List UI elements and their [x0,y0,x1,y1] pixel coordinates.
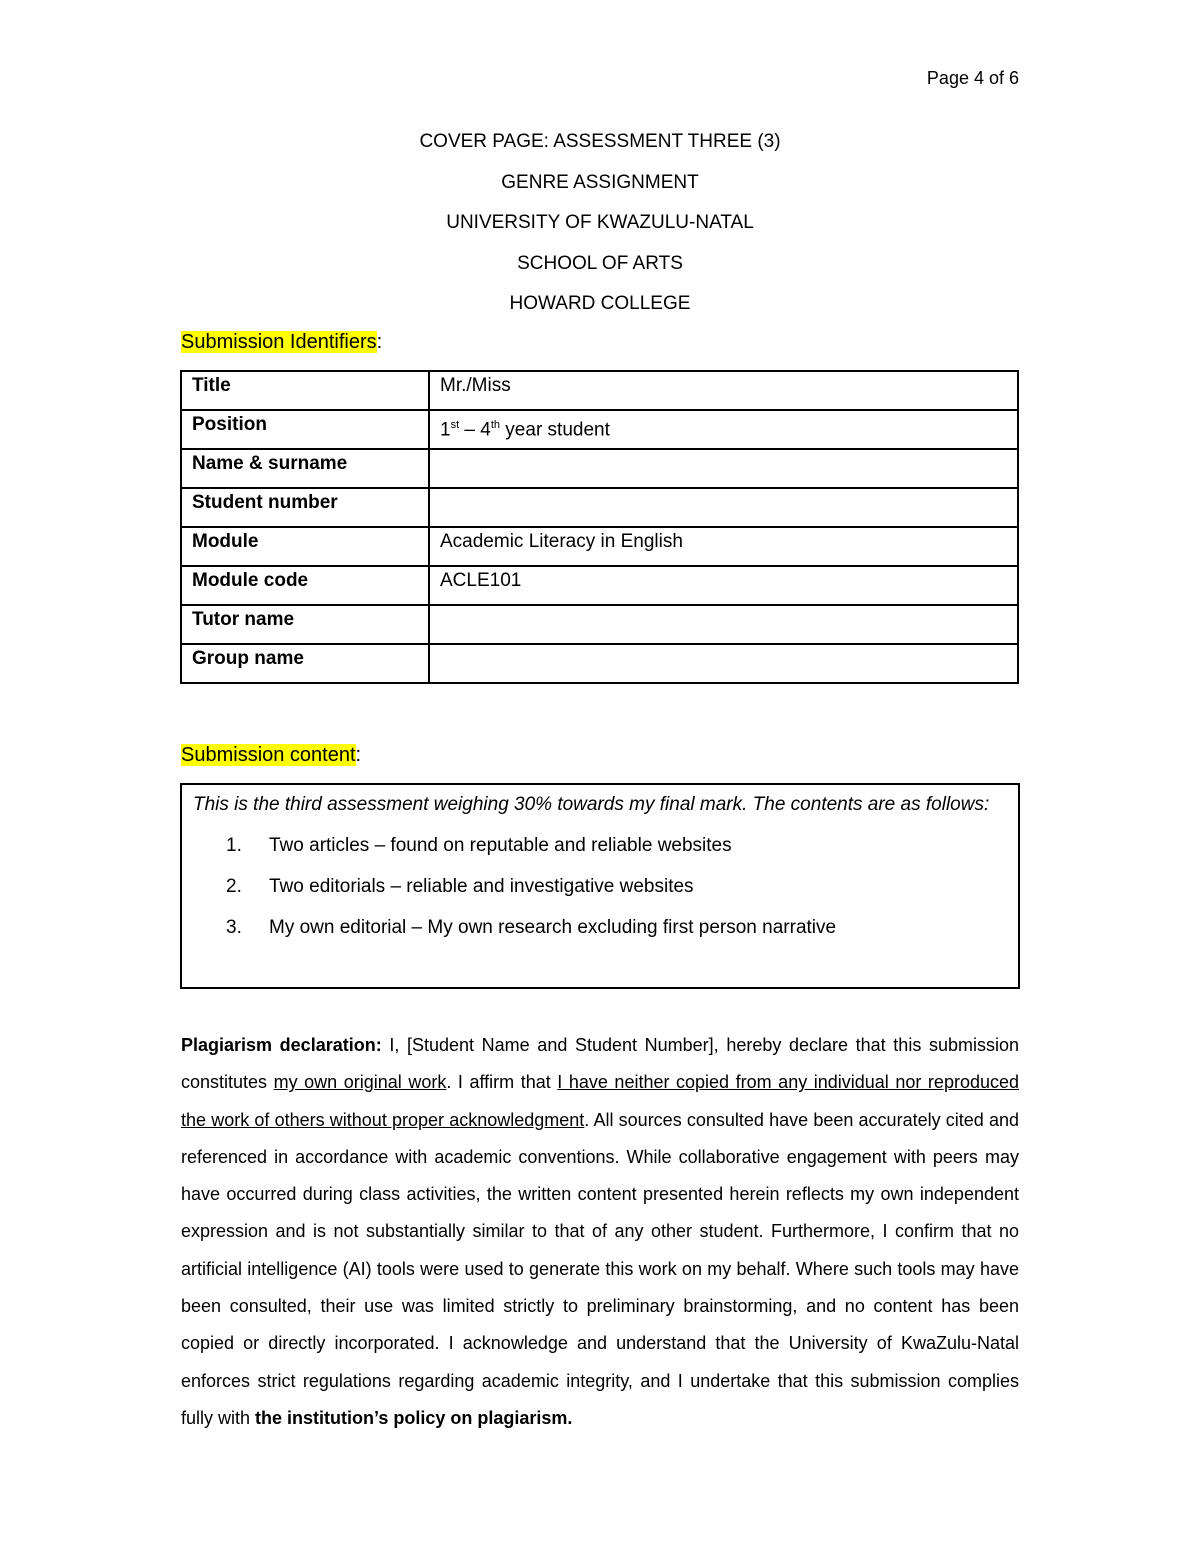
declaration-part1: I, [Student Name and Student Number], hereby declare that this submission constitutes [181,1035,1019,1093]
module-value[interactable]: Academic Literacy in English [429,527,1018,566]
tutor-name-value[interactable] [429,605,1018,644]
table-row [181,566,1018,605]
school-name: SCHOOL OF ARTS [517,252,683,274]
position-start-year: 1 [440,419,451,441]
submission-content-highlight: Submission content [181,744,356,766]
university-name: UNIVERSITY OF KWAZULU-NATAL [446,212,754,233]
page-number: Page 4 of 6 [926,68,1019,88]
position-start-suffix: st [450,419,460,431]
table-row [181,527,1018,566]
group-name-value[interactable] [429,644,1018,683]
list-text: Two articles – found on reputable and reliable websites [269,835,732,856]
submission-identifiers-highlight: Submission Identifiers [181,331,377,353]
assignment-type: GENRE ASSIGNMENT [501,171,699,193]
list-number: 1. [226,835,242,856]
cover-headings [180,128,1020,331]
declaration-part2: . I affirm that [446,1072,558,1093]
list-number: 2. [226,876,242,897]
table-row [181,371,1018,410]
cover-title: COVER PAGE: ASSESSMENT THREE (3) [419,131,781,152]
list-item [193,866,1007,907]
identifiers-table [180,370,1019,684]
submission-identifiers-label [181,331,382,354]
table-row [181,605,1018,644]
tutor-name-key: Tutor name [181,605,429,644]
module-code-key: Module code [181,566,429,605]
position-end-year: – 4 [459,419,491,441]
declaration-heading: Plagiarism declaration: [181,1035,382,1055]
list-item [193,825,1007,866]
student-number-value[interactable] [429,488,1018,527]
group-name-key: Group name [181,644,429,683]
list-item [193,907,1007,948]
name-surname-value[interactable] [429,449,1018,488]
position-role: year student [500,419,610,441]
name-surname-key: Name & surname [181,449,429,488]
content-intro: This is the third assessment weighing 30% towards my final mark. The contents are as follows: [193,794,990,815]
college-name: HOWARD COLLEGE [509,293,691,314]
declaration-underline-2: I have neither copied from any individual nor reproduced the work of others without proper acknowledgment [181,1072,1019,1130]
position-value[interactable] [429,410,1018,449]
module-code-value[interactable]: ACLE101 [429,566,1018,605]
title-key: Title [181,371,429,410]
content-colon: : [355,744,362,766]
list-number: 3. [226,917,242,938]
list-text: My own editorial – My own research excluding first person narrative [269,917,837,938]
table-row [181,644,1018,683]
content-list [193,825,1007,948]
declaration-underline-1: my own original work [273,1072,447,1093]
submission-content-label [181,744,361,767]
table-row [181,410,1018,449]
declaration-bold-end: the institution’s policy on plagiarism. [255,1407,573,1428]
list-text: Two editorials – reliable and investigative websites [269,876,694,897]
table-row [181,449,1018,488]
module-key: Module [181,527,429,566]
position-key: Position [181,410,429,449]
plagiarism-declaration [181,1027,1019,1437]
identifiers-colon: : [376,331,383,353]
student-number-key: Student number [181,488,429,527]
position-end-suffix: th [490,419,501,431]
declaration-part3: . All sources consulted have been accurately cited and referenced in accordance with academic conventions. While collaborative engagement with peers may have occurred during class activities, the written content presented herein reflects my own independent expression and is not substantially similar to that of any other student. Furthermore, I confirm that no artificial intelligence (AI) tools were used to generate this work on my behalf. Where such tools may have been consulted, their use was limited strictly to preliminary brainstorming, and no content has been copied or directly incorporated. I acknowledge and understand that the University of KwaZulu-Natal enforces strict regulations regarding academic integrity, and I undertake that this submission complies fully with [181,1109,1019,1428]
title-value[interactable]: Mr./Miss [429,371,1018,410]
submission-content-box [180,783,1020,989]
table-row [181,488,1018,527]
